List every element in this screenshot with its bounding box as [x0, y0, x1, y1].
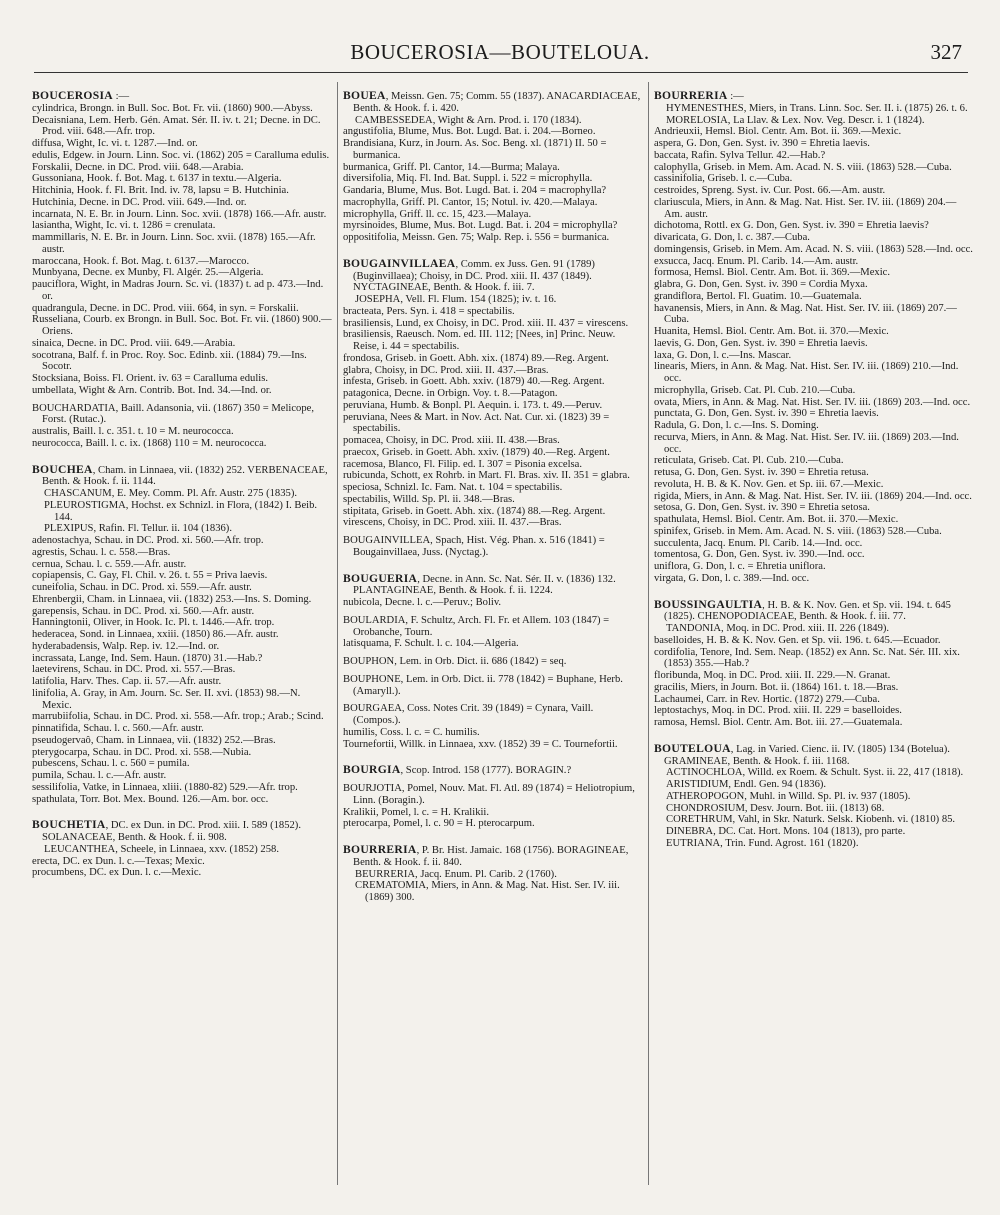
species-entry: australis, Baill. l. c. 351. t. 10 = M. neurococca.	[32, 426, 234, 437]
species-entry: uniflora, G. Don, l. c. = Ehretia uniflora.	[654, 561, 826, 572]
species-entry: burmanica, Griff. Pl. Cantor, 14.—Burma; Malaya.	[343, 161, 560, 173]
synonym-entry: CAMBESSEDEA, Wight & Arn. Prod. i. 170 (1834).	[355, 114, 582, 126]
species-entry: havanensis, Miers, in Ann. & Mag. Nat. Hist. Ser. IV. iii. (1869) 207.—Cuba.	[654, 302, 957, 326]
species-entry: gracilis, Miers, in Journ. Bot. ii. (1864) 161. t. 18.—Bras.	[654, 681, 899, 693]
species-entry: setosa, G. Don, Gen. Syst. iv. 390 = Ehretia setosa.	[654, 502, 870, 514]
species-entry: Ehrenbergii, Cham. in Linnaea, vii. (1832) 253.—Ins. S. Doming.	[32, 593, 312, 605]
species-entry: retusa, G. Don, Gen. Syst. iv. 390 = Ehretia retusa.	[654, 467, 869, 478]
species-entry: frondosa, Griseb. in Goett. Abh. xix. (1874) 89.—Reg. Argent.	[343, 352, 609, 364]
entry-spacer	[654, 585, 974, 591]
species-entry: maroccana, Hook. f. Bot. Mag. t. 6137.—Marocco.	[32, 255, 250, 267]
species-entry: floribunda, Moq. in DC. Prod. xiii. II. 229.—N. Granat.	[654, 670, 891, 681]
genus-name: BOUCEROSIA	[32, 89, 113, 102]
genus-citation: , Decne. in Ann. Sc. Nat. Sér. II. v. (1836) 132. PLANTAGINEAE, Benth. & Hook. f. ii. 1224.	[353, 573, 616, 597]
genus-citation: :—	[727, 91, 744, 102]
species-entry: virgata, G. Don, l. c. 389.—Ind. occ.	[654, 572, 810, 584]
species-entry: Kralikii, Pomel, l. c. = H. Kralikii.	[343, 806, 490, 818]
species-entry: brasiliensis, Lund, ex Choisy, in DC. Prod. xiii. II. 437 = virescens.	[343, 317, 629, 329]
species-entry: glabra, Choisy, in DC. Prod. xiii. II. 437.—Bras.	[343, 364, 549, 376]
species-entry: diversifolia, Miq. Fl. Ind. Bat. Suppl. i. 522 = microphylla.	[343, 173, 593, 185]
synonym-entry: JOSEPHA, Vell. Fl. Flum. 154 (1825); iv. t. 16.	[355, 294, 557, 305]
entry-spacer	[343, 750, 643, 756]
species-entry: ramosa, Hemsl. Biol. Centr. Am. Bot. iii. 27.—Guatemala.	[654, 717, 903, 728]
genus-heading	[654, 599, 974, 624]
genus-name: BOUGAINVILLAEA	[343, 256, 456, 270]
genus-heading	[343, 764, 643, 777]
entry-spacer	[343, 830, 643, 836]
running-head: BOUCEROSIA—BOUTELOUA.	[350, 40, 650, 64]
species-entry: patagonica, Decne. in Orbign. Voy. t. 8.—Patagon.	[343, 388, 558, 399]
genus-citation: , H. B. & K. Nov. Gen. et Sp. vii. 194. t. 645 (1825). CHENOPODIACEAE, Benth. & Hook. f. iii. 77.	[664, 599, 951, 623]
genus-heading	[343, 90, 643, 115]
species-entry: baselloides, H. B. & K. Nov. Gen. et Sp. vii. 196. t. 645.—Ecuador.	[654, 634, 941, 646]
species-entry: sessilifolia, Vatke, in Linnaea, xliii. (1880-82) 529.—Afr. trop.	[32, 781, 298, 793]
species-entry: racemosa, Blanco, Fl. Filip. ed. I. 307 = Pisonia excelsa.	[343, 458, 582, 470]
synonym-entry: BEURRERIA, Jacq. Enum. Pl. Carib. 2 (1760).	[355, 868, 557, 880]
species-entry: Forskalii, Decne. in DC. Prod. viii. 648.—Arabia.	[32, 161, 244, 173]
genus-heading	[32, 819, 332, 844]
synonym-entry: CHONDROSIUM, Desv. Journ. Bot. iii. (1813) 68.	[666, 802, 885, 814]
species-entry: brasiliensis, Raeusch. Nom. ed. III. 112; [Nees, in] Princ. Neuw. Reise, i. 44 = spectabilis.	[343, 329, 616, 352]
genus-name: BOUGUERIA	[343, 571, 418, 585]
entry-spacer	[32, 450, 332, 456]
entry-spacer	[32, 805, 332, 811]
synonym-entry: ACTINOCHLOA, Willd. ex Roem. & Schult. Syst. ii. 22, 417 (1818).	[666, 767, 964, 779]
species-entry: mammillaris, N. E. Br. in Journ. Linn. Soc. xvii. (1878) 165.—Afr. austr.	[32, 232, 316, 255]
species-entry: incrassata, Lange, Ind. Sem. Haun. (1870) 31.—Hab.?	[32, 652, 263, 664]
synonym-entry: EUTRIANA, Trin. Fund. Agrost. 161 (1820).	[666, 837, 859, 849]
species-entry: Hanningtonii, Oliver, in Hook. Ic. Pl. t. 1446.—Afr. trop.	[32, 617, 275, 629]
species-entry: umbellata, Wight & Arn. Contrib. Bot. Ind. 34.—Ind. or.	[32, 384, 272, 396]
species-entry: Lachaumei, Carr. in Rev. Hortic. (1872) 279.—Cuba.	[654, 693, 880, 705]
species-entry: Stocksiana, Boiss. Fl. Orient. iv. 63 = Caralluma edulis.	[32, 373, 268, 384]
genus-heading	[343, 258, 643, 294]
species-entry: spectabilis, Willd. Sp. Pl. ii. 348.—Bras.	[343, 493, 515, 505]
page-number: 327	[930, 40, 962, 64]
species-entry: procumbens, DC. ex Dun. l. c.—Mexic.	[32, 867, 202, 879]
genus-citation: , Comm. ex Juss. Gen. 91 (1789) (Buginvillaea); Choisy, in DC. Prod. xiii. II. 437 (1849). NYCTAGINEAE, Benth. & Hook. f. iii. 7.	[353, 258, 595, 294]
species-entry: myrsinoides, Blume, Mus. Bot. Lugd. Bat. i. 204 = microphylla?	[343, 220, 618, 232]
species-entry: reticulata, Griseb. Cat. Pl. Cub. 210.—Cuba.	[654, 455, 844, 467]
species-entry: clariuscula, Miers, in Ann. & Mag. Nat. Hist. Ser. IV. iii. (1869) 204.—Am. austr.	[654, 196, 957, 220]
species-entry: succulenta, Jacq. Enum. Pl. Carib. 14.—Ind. occ.	[654, 537, 863, 549]
species-entry: baccata, Rafin. Sylva Tellur. 42.—Hab.?	[654, 149, 826, 161]
genus-heading	[32, 464, 332, 489]
species-entry: hyderabadensis, Walp. Rep. iv. 12.—Ind. or.	[32, 640, 220, 652]
synonym-entry: CREMATOMIA, Miers, in Ann. & Mag. Nat. Hist. Ser. IV. iii. (1869) 300.	[355, 880, 620, 903]
species-entry: Andrieuxii, Hemsl. Biol. Centr. Am. Bot. ii. 369.—Mexic.	[654, 126, 902, 138]
species-entry: dichotoma, Rottl. ex G. Don, Gen. Syst. iv. 390 = Ehretia laevis?	[654, 220, 929, 232]
species-entry: Hitchinia, Hook. f. Fl. Brit. Ind. iv. 78, lapsu = B. Hutchinia.	[32, 185, 289, 196]
species-entry: microphylla, Griseb. Cat. Pl. Cub. 210.—Cuba.	[654, 384, 856, 396]
species-entry: Decaisniana, Lem. Herb. Gén. Amat. Sér. II. iv. t. 21; Decne. in DC. Prod. viii. 648.—Afr. trop.	[32, 114, 321, 138]
entry-spacer	[654, 729, 974, 735]
genus-name: BOURRERIA	[343, 843, 417, 856]
species-entry: Brandisiana, Kurz, in Journ. As. Soc. Beng. xl. (1871) II. 50 = burmanica.	[343, 138, 607, 161]
species-entry: BOUGAINVILLEA, Spach, Hist. Vég. Phan. x. 516 (1841) = Bougainvillaea, Juss. (Nyctag.).	[343, 535, 605, 558]
species-entry: revoluta, H. B. & K. Nov. Gen. et Sp. iii. 67.—Mexic.	[654, 478, 884, 490]
genus-citation: , Lag. in Varied. Cienc. ii. IV. (1805) 134 (Botelua). GRAMINEAE, Benth. & Hook. f. iii. 1168.	[664, 743, 950, 767]
species-entry: Gussoniana, Hook. f. Bot. Mag. t. 6137 in textu.—Algeria.	[32, 173, 282, 185]
species-entry: agrestis, Schau. l. c. 558.—Bras.	[32, 546, 171, 558]
species-entry: spathulata, Torr. Bot. Mex. Bound. 126.—Am. bor. occ.	[32, 793, 269, 805]
column-divider	[337, 82, 338, 1185]
species-entry: nubicola, Decne. l. c.—Peruv.; Boliv.	[343, 597, 502, 608]
species-entry: Munbyana, Decne. ex Munby, Fl. Algér. 25.—Algeria.	[32, 267, 264, 279]
species-entry: calophylla, Griseb. in Mem. Am. Acad. N. S. viii. (1863) 528.—Cuba.	[654, 161, 952, 173]
species-entry: divaricata, G. Don, l. c. 387.—Cuba.	[654, 232, 810, 243]
species-entry: cernua, Schau. l. c. 559.—Afr. austr.	[32, 558, 187, 570]
genus-name: BOURRERIA	[654, 89, 728, 102]
species-entry: glabra, G. Don, Gen. Syst. iv. 390 = Cordia Myxa.	[654, 279, 868, 290]
species-entry: aspera, G. Don, Gen. Syst. iv. 390 = Ehretia laevis.	[654, 138, 870, 149]
genus-citation: , DC. ex Dun. in DC. Prod. xiii. I. 589 (1852). SOLANACEAE, Benth. & Hook. f. ii. 908.	[42, 820, 301, 843]
species-entry: cuneifolia, Schau. in DC. Prod. xi. 559.—Afr. austr.	[32, 582, 252, 593]
species-entry: stipitata, Griseb. in Goett. Abh. xix. (1874) 88.—Reg. Argent.	[343, 505, 606, 517]
species-entry: diffusa, Wight, Ic. vi. t. 1287.—Ind. or.	[32, 138, 198, 149]
genus-heading	[343, 573, 643, 598]
species-entry: BOUCHARDATIA, Baill. Adansonia, vii. (1867) 350 = Melicope, Forst. (Rutac.).	[32, 402, 314, 426]
genus-heading	[343, 844, 643, 869]
species-entry: socotrana, Balf. f. in Proc. Roy. Soc. Edinb. xii. (1884) 79.—Ins. Socotr.	[32, 349, 307, 373]
column-left	[32, 82, 332, 1185]
species-entry: sinaica, Decne. in DC. Prod. viii. 649.—Arabia.	[32, 337, 236, 349]
species-entry: BOUPHON, Lem. in Orb. Dict. ii. 686 (1842) = seq.	[343, 656, 567, 667]
species-entry: peruviana, Humb. & Bonpl. Pl. Aequin. i. 173. t. 49.—Peruv.	[343, 399, 603, 411]
species-entry: praecox, Griseb. in Goett. Abh. xxiv. (1879) 40.—Reg. Argent.	[343, 446, 610, 458]
species-entry: bracteata, Pers. Syn. i. 418 = spectabilis.	[343, 305, 515, 317]
species-entry: humilis, Coss. l. c. = C. humilis.	[343, 726, 480, 738]
genus-citation: , P. Br. Hist. Jamaic. 168 (1756). BORAGINEAE, Benth. & Hook. f. ii. 840.	[353, 845, 629, 868]
header-rule	[34, 72, 968, 73]
genus-name: BOURGIA	[343, 763, 401, 777]
species-entry: latisquama, F. Schult. l. c. 104.—Algeria.	[343, 638, 519, 650]
synonym-entry: PLEXIPUS, Rafin. Fl. Tellur. ii. 104 (1836).	[44, 523, 232, 535]
entry-spacer	[343, 559, 643, 565]
species-entry: hederacea, Sond. in Linnaea, xxiii. (1850) 86.—Afr. austr.	[32, 629, 279, 640]
species-entry: peruviana, Nees & Mart. in Nov. Act. Nat. Cur. xi. (1823) 39 = spectabilis.	[343, 411, 610, 435]
species-entry: Tournefortii, Willk. in Linnaea, xxv. (1852) 39 = C. Tournefortii.	[343, 738, 618, 750]
species-entry: formosa, Hemsl. Biol. Centr. Am. Bot. ii. 369.—Mexic.	[654, 267, 890, 279]
synonym-entry: MORELOSIA, La Llav. & Lex. Nov. Veg. Descr. i. 1 (1824).	[666, 114, 925, 126]
synonym-entry: HYMENESTHES, Miers, in Trans. Linn. Soc. Ser. II. i. (1875) 26. t. 6.	[666, 102, 968, 114]
species-entry: BOURGAEA, Coss. Notes Crit. 39 (1849) = Cynara, Vaill. (Compos.).	[343, 703, 594, 726]
genus-name: BOUTELOUA	[654, 741, 731, 755]
species-entry: microphylla, Griff. ll. cc. 15, 423.—Malaya.	[343, 208, 532, 220]
species-entry: infesta, Griseb. in Goett. Abh. xxiv. (1879) 40.—Reg. Argent.	[343, 376, 605, 388]
species-entry: laxa, G. Don, l. c.—Ins. Mascar.	[654, 349, 792, 361]
species-entry: oppositifolia, Meissn. Gen. 75; Walp. Rep. i. 556 = burmanica.	[343, 232, 610, 243]
genus-name: BOUSSINGAULTIA	[654, 597, 763, 611]
species-entry: punctata, G. Don, Gen. Syst. iv. 390 = Ehretia laevis.	[654, 408, 879, 420]
species-entry: cestroides, Spreng. Syst. iv. Cur. Post. 66.—Am. austr.	[654, 185, 886, 196]
synonym-entry: ATHEROPOGON, Muhl. in Willd. Sp. Pl. iv. 937 (1805).	[666, 790, 911, 802]
species-entry: copiapensis, C. Gay, Fl. Chil. v. 26. t. 55 = Priva laevis.	[32, 570, 268, 582]
species-entry: ovata, Miers, in Ann. & Mag. Nat. Hist. Ser. IV. iii. (1869) 203.—Ind. occ.	[654, 396, 971, 408]
species-entry: lasiantha, Wight, Ic. vi. t. 1286 = crenulata.	[32, 220, 216, 232]
species-entry: linearis, Miers, in Ann. & Mag. Nat. Hist. Ser. IV. iii. (1869) 210.—Ind. occ.	[654, 361, 959, 384]
species-entry: Gandaria, Blume, Mus. Bot. Lugd. Bat. i. 204 = macrophylla?	[343, 185, 607, 196]
species-entry: laetevirens, Schau. in DC. Prod. xi. 557.—Bras.	[32, 664, 236, 676]
genus-citation: , Meissn. Gen. 75; Comm. 55 (1837). ANACARDIACEAE, Benth. & Hook. f. i. 420.	[353, 91, 641, 114]
species-entry: rigida, Miers, in Ann. & Mag. Nat. Hist. Ser. IV. iii. (1869) 204.—Ind. occ.	[654, 490, 972, 502]
species-entry: pterygocarpa, Schau. in DC. Prod. xi. 558.—Nubia.	[32, 746, 252, 758]
species-entry: Hutchinia, Decne. in DC. Prod. viii. 649.—Ind. or.	[32, 196, 247, 208]
species-entry: exsucca, Jacq. Enum. Pl. Carib. 14.—Am. austr.	[654, 255, 859, 267]
species-entry: pseudogervaô, Cham. in Linnaea, vii. (1832) 252.—Bras.	[32, 734, 276, 746]
species-entry: BOULARDIA, F. Schultz, Arch. Fl. Fr. et Allem. 103 (1847) = Orobanche, Tourn.	[343, 614, 610, 638]
species-entry: recurva, Miers, in Ann. & Mag. Nat. Hist. Ser. IV. iii. (1869) 203.—Ind. occ.	[654, 431, 959, 455]
genus-name: BOUCHETIA	[32, 818, 106, 832]
genus-citation: , Cham. in Linnaea, vii. (1832) 252. VERBENACEAE, Benth. & Hook. f. ii. 1144.	[42, 464, 328, 488]
species-entry: virescens, Choisy, in DC. Prod. xiii. II. 437.—Bras.	[343, 517, 562, 529]
species-entry: quadrangula, Decne. in DC. Prod. viii. 664, in syn. = Forskalii.	[32, 302, 299, 314]
species-entry: cordifolia, Tenore, Ind. Sem. Neap. (1852) ex Ann. Sc. Nat. Sér. III. xix. (1853) 355.—Hab.?	[654, 646, 960, 670]
species-entry: pumila, Schau. l. c.—Afr. austr.	[32, 770, 167, 781]
synonym-entry: ARISTIDIUM, Endl. Gen. 94 (1836).	[666, 779, 827, 790]
genus-citation: :—	[112, 91, 130, 102]
species-entry: BOURJOTIA, Pomel, Nouv. Mat. Fl. Atl. 89 (1874) = Heliotropium, Linn. (Boragin.).	[343, 783, 635, 806]
species-entry: laevis, G. Don, Gen. Syst. iv. 390 = Ehretia laevis.	[654, 337, 868, 349]
species-entry: spinifex, Griseb. in Mem. Am. Acad. N. S. viii. (1863) 528.—Cuba.	[654, 525, 942, 537]
species-entry: incarnata, N. E. Br. in Journ. Linn. Soc. xvii. (1878) 166.—Afr. austr.	[32, 208, 327, 220]
species-entry: edulis, Edgew. in Journ. Linn. Soc. vi. (1862) 205 = Caralluma edulis.	[32, 149, 330, 161]
species-entry: pinnatifida, Schau. l. c. 560.—Afr. austr.	[32, 723, 204, 734]
genus-citation: , Scop. Introd. 158 (1777). BORAGIN.?	[400, 765, 572, 777]
genus-name: BOUCHEA	[32, 462, 93, 476]
species-entry: garepensis, Schau. in DC. Prod. xi. 560.—Afr. austr.	[32, 605, 255, 617]
genus-heading	[654, 90, 974, 103]
species-entry: pomacea, Choisy, in DC. Prod. xiii. II. 438.—Bras.	[343, 435, 560, 446]
species-entry: pubescens, Schau. l. c. 560 = pumila.	[32, 758, 190, 770]
species-entry: pauciflora, Wight, in Madras Journ. Sc. vi. (1837) t. ad p. 473.—Ind. or.	[32, 279, 324, 302]
species-entry: adenostachya, Schau. in DC. Prod. xi. 560.—Afr. trop.	[32, 535, 264, 546]
species-entry: BOUPHONE, Lem. in Orb. Dict. ii. 778 (1842) = Buphane, Herb. (Amaryll.).	[343, 673, 623, 697]
species-entry: leptostachys, Moq. in DC. Prod. xiii. II. 229 = baselloides.	[654, 705, 902, 717]
column-middle	[343, 82, 643, 1185]
synonym-entry: CORETHRUM, Vahl, in Skr. Naturk. Selsk. Kiobenh. vi. (1810) 85.	[666, 814, 956, 826]
species-entry: Huanita, Hemsl. Biol. Centr. Am. Bot. ii. 370.—Mexic.	[654, 326, 889, 337]
species-entry: latifolia, Harv. Thes. Cap. ii. 57.—Afr. austr.	[32, 676, 222, 687]
species-entry: spathulata, Hemsl. Biol. Centr. Am. Bot. ii. 370.—Mexic.	[654, 514, 899, 525]
synonym-entry: CHASCANUM, E. Mey. Comm. Pl. Afr. Austr. 275 (1835).	[44, 488, 297, 499]
species-entry: linifolia, A. Gray, in Am. Journ. Sc. Ser. II. xvi. (1853) 98.—N. Mexic.	[32, 687, 301, 711]
species-entry: marrubiifolia, Schau. in DC. Prod. xi. 558.—Afr. trop.; Arab.; Scind.	[32, 711, 324, 723]
species-entry: Russeliana, Courb. ex Brongn. in Bull. Soc. Bot. Fr. vii. (1860) 900.—Oriens.	[32, 314, 332, 337]
species-entry: macrophylla, Griff. Pl. Cantor, 15; Notul. iv. 420.—Malaya.	[343, 196, 598, 208]
species-entry: domingensis, Griseb. in Mem. Am. Acad. N. S. viii. (1863) 528.—Ind. occ.	[654, 243, 973, 255]
synonym-entry: LEUCANTHEA, Scheele, in Linnaea, xxv. (1852) 258.	[44, 843, 279, 855]
species-entry: pterocarpa, Pomel, l. c. 90 = H. pterocarpum.	[343, 818, 535, 830]
species-entry: angustifolia, Blume, Mus. Bot. Lugd. Bat. i. 204.—Borneo.	[343, 126, 596, 138]
synonym-entry: DINEBRA, DC. Cat. Hort. Mons. 104 (1813), pro parte.	[666, 826, 906, 837]
species-entry: neurococca, Baill. l. c. ix. (1868) 110 = M. neurococca.	[32, 437, 267, 449]
species-entry: cylindrica, Brongn. in Bull. Soc. Bot. Fr. vii. (1860) 900.—Abyss.	[32, 102, 313, 114]
entry-spacer	[343, 244, 643, 250]
species-entry: cassinifolia, Griseb. l. c.—Cuba.	[654, 173, 793, 185]
species-entry: rubicunda, Schott, ex Rohrb. in Mart. Fl. Bras. xiv. II. 351 = glabra.	[343, 470, 630, 482]
genus-name: BOUEA	[343, 89, 386, 102]
species-entry: grandiflora, Bertol. Fl. Guatim. 10.—Guatemala.	[654, 290, 862, 302]
species-entry: erecta, DC. ex Dun. l. c.—Texas; Mexic.	[32, 855, 205, 867]
genus-heading	[32, 90, 332, 103]
column-right	[654, 82, 974, 1185]
species-entry: speciosa, Schnizl. Ic. Fam. Nat. t. 104 = spectabilis.	[343, 482, 563, 493]
species-entry: tomentosa, G. Don, Gen. Syst. iv. 390.—Ind. occ.	[654, 549, 865, 561]
synonym-entry: TANDONIA, Moq. in DC. Prod. xiii. II. 226 (1849).	[666, 623, 890, 634]
synonym-entry: PLEUROSTIGMA, Hochst. ex Schnizl. in Flora, (1842) I. Beib. 144.	[44, 499, 318, 523]
column-divider	[648, 82, 649, 1185]
species-entry: Radula, G. Don, l. c.—Ins. S. Doming.	[654, 420, 819, 431]
genus-heading	[654, 743, 974, 768]
